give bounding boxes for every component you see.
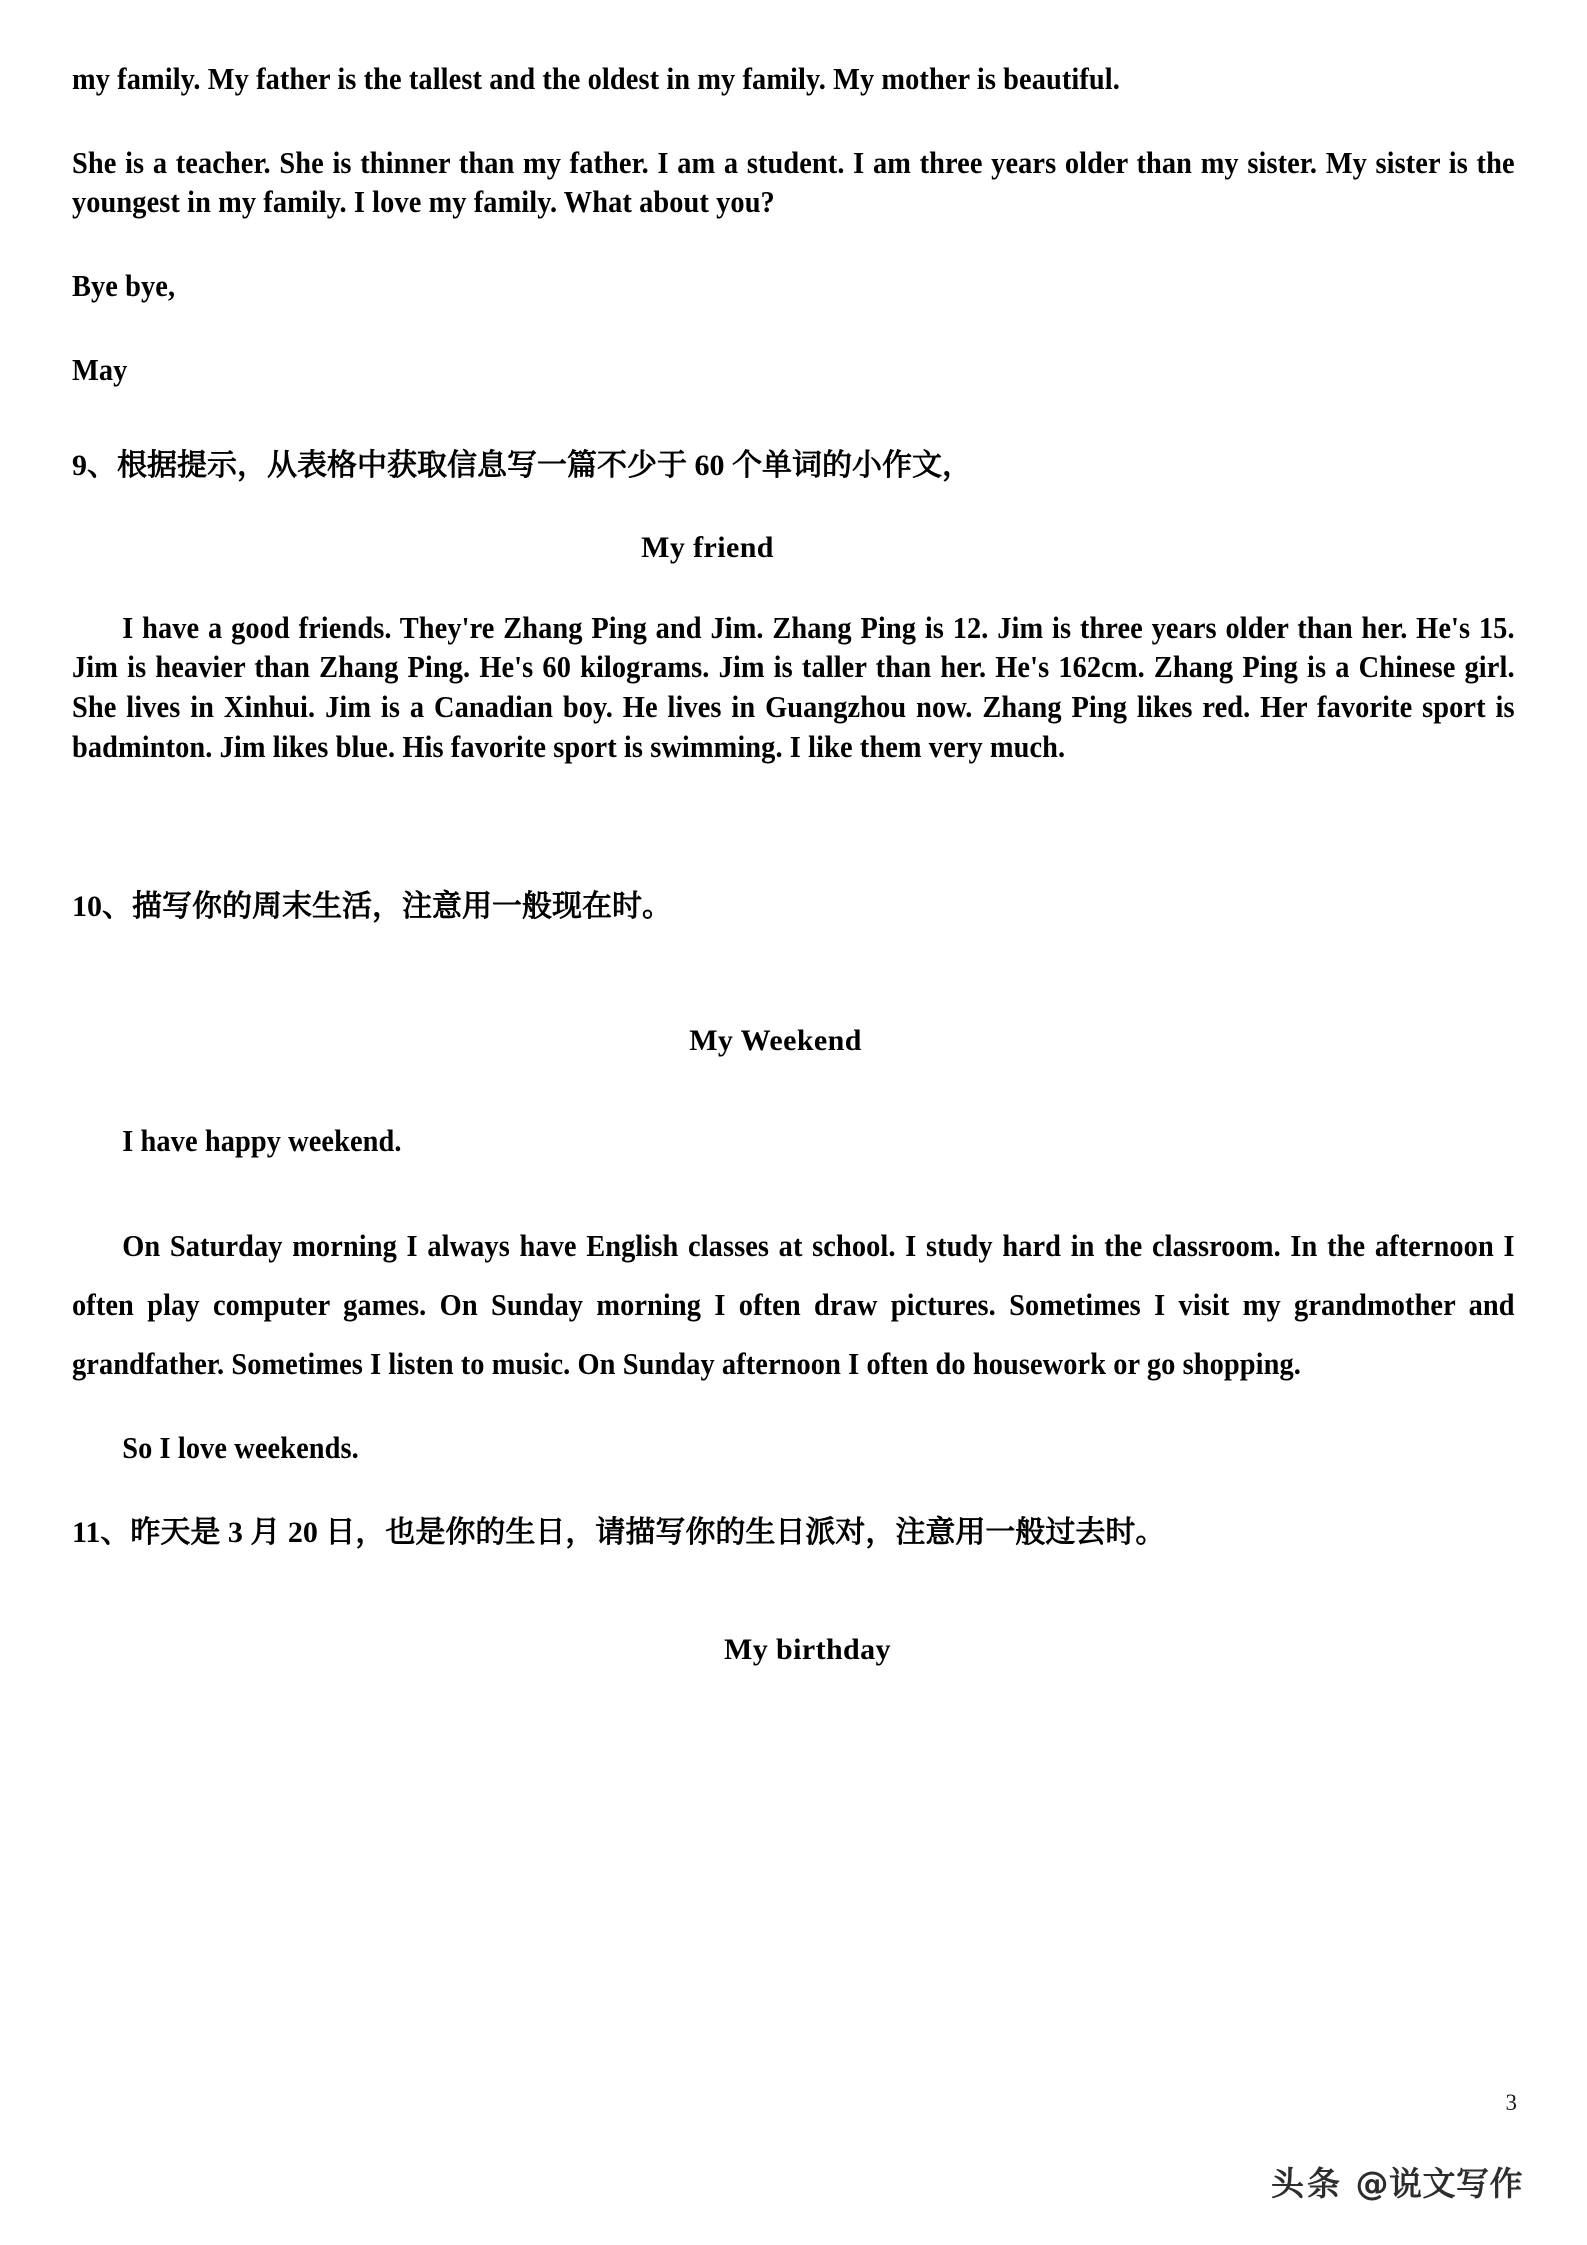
watermark (1271, 2158, 1523, 2205)
item-11-prompt: 11、昨天是 3 月 20 日，也是你的生日，请描写你的生日派对，注意用一般过去时。 (72, 1515, 1166, 1549)
item-10-title: My Weekend (689, 1023, 862, 1057)
spacer (72, 223, 1515, 267)
item-10-paragraph-3: So I love weekends. (122, 1431, 359, 1466)
item-9-title: My friend (641, 530, 774, 564)
spacer (72, 1553, 1515, 1633)
spacer (72, 928, 1515, 1024)
letter-tail-line-2: She is a teacher. She is thinner than my father. I am a student. I am three years older than my sister. My sister is the youngest in my family. I love my family. What about you? (72, 145, 1515, 220)
spacer (72, 307, 1515, 351)
item-9-prompt: 9、根据提示，从表格中获取信息写一篇不少于 60 个单词的小作文， (72, 449, 972, 483)
spacer (72, 1058, 1515, 1122)
watermark-brand: 头条 (1271, 2164, 1343, 2203)
page-number: 3 (1505, 2090, 1517, 2115)
item-10-paragraph-2: On Saturday morning I always have English classes at school. I study hard in the classroom. In the afternoon I often play computer games. On Sunday morning I often draw pictures. Sometimes I visit my grandmother and grandfather. Sometimes I listen to music. On Sunday afternoon I often do housework or go shopping. (72, 1229, 1515, 1381)
item-10-paragraph-1: I have happy weekend. (122, 1123, 402, 1158)
spacer (72, 565, 1515, 609)
spacer (72, 1469, 1515, 1513)
letter-closing: Bye bye, (72, 268, 176, 303)
page-content (72, 60, 1515, 1667)
letter-tail-line-1: my family. My father is the tallest and the oldest in my family. My mother is beautiful. (72, 62, 1120, 96)
letter-signature: May (72, 352, 128, 387)
spacer (72, 487, 1515, 531)
watermark-handle: @说文写作 (1355, 2164, 1523, 2203)
item-10-prompt: 10、描写你的周末生活，注意用一般现在时。 (72, 890, 672, 924)
spacer (72, 100, 1515, 144)
spacer (72, 767, 1515, 887)
item-9-body: I have a good friends. They're Zhang Ping and Jim. Zhang Ping is 12. Jim is three years older than her. He's 15. Jim is heavier than Zhang Ping. He's 60 kilograms. Jim is taller than her. He's 162cm. Zhang Ping is a Chinese girl. She lives in Xinhui. Jim is a Canadian boy. He lives in Guangzhou now. Zhang Ping likes red. Her favorite sport is badminton. Jim likes blue. His favorite sport is swimming. I like them very much. (72, 610, 1515, 764)
spacer (72, 390, 1515, 446)
spacer (72, 1161, 1515, 1217)
spacer (72, 1393, 1515, 1429)
item-11-title: My birthday (724, 1633, 891, 1667)
